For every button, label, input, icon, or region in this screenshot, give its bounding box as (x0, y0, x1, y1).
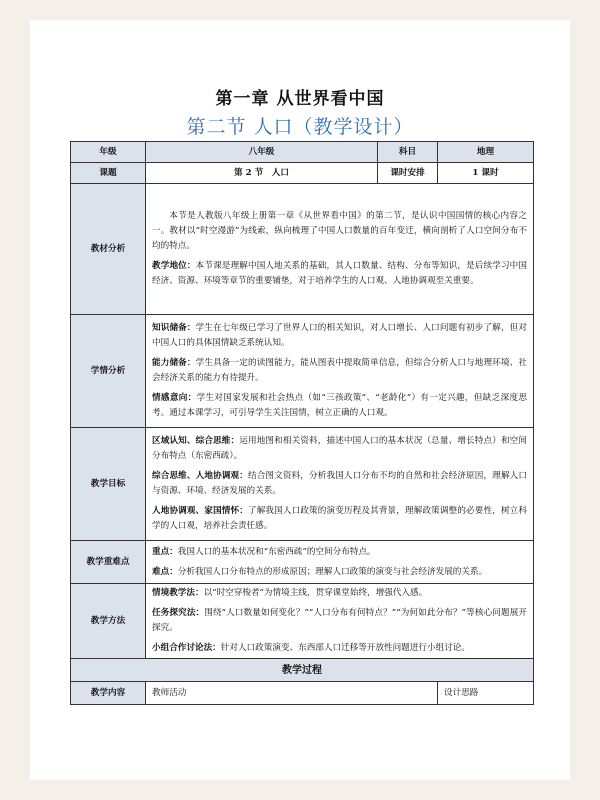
textbook-key: 教学地位： (152, 261, 196, 271)
goal-text: 运用地图和相关资料，描述中国人口的基本状况（总量、增长特点）和空间分布特点（东密西疏）。 (152, 436, 528, 461)
learner-analysis-content (146, 315, 534, 428)
key-points-content (146, 541, 534, 584)
subject-value: 地理 (438, 142, 534, 163)
method-key: 小组合作讨论法： (152, 643, 221, 653)
header-row-topic (71, 163, 534, 184)
teaching-goals-row (71, 428, 534, 541)
goal-text: 了解我国人口政策的演变历程及其背景，理解政策调整的必要性，树立科学的人口观，培养社会责任感。 (152, 506, 527, 531)
goal-text: 结合图文资料，分析我国人口分布不均的自然和社会经济原因，理解人口与资源、环境、经济发展的关系。 (152, 471, 527, 496)
teaching-methods-label: 教学方法 (71, 584, 146, 659)
subject-label: 科目 (378, 142, 438, 163)
hours-label: 课时安排 (378, 163, 438, 184)
teaching-goals-content (146, 428, 534, 541)
grade-label: 年级 (71, 142, 146, 163)
method-text: 以“时空穿梭者”为情境主线，贯穿课堂始终，增强代入感。 (203, 588, 428, 598)
learner-analysis-label: 学情分析 (71, 315, 146, 428)
hours-value: 1 课时 (438, 163, 534, 184)
textbook-analysis-content (146, 184, 534, 315)
header-row-grade (71, 142, 534, 163)
method-key: 任务探究法： (152, 608, 205, 618)
method-text: 围绕“人口数量如何变化？”“人口分布有何特点？”“为何如此分布？”等核心问题展开探究。 (152, 608, 527, 633)
learner-text: 学生对国家发展和社会热点（如“三孩政策”、“老龄化”）有一定兴趣，但缺乏深度思考。通过本课学习，可引导学生关注国情，树立正确的人口观。 (152, 393, 528, 418)
document-page (30, 20, 570, 780)
teaching-methods-row (71, 584, 534, 659)
section-subtitle: 第二节 人口（教学设计） (186, 116, 414, 138)
learner-text: 学生具备一定的读图能力，能从图表中提取简单信息，但综合分析人口与地理环境、社会经济关系的能力有待提升。 (152, 358, 527, 383)
goal-key: 综合思维、人地协调观： (152, 471, 248, 481)
learner-key: 知识储备： (152, 323, 196, 333)
key-point-key: 重点： (152, 546, 178, 557)
textbook-analysis-label: 教材分析 (71, 184, 146, 315)
topic-label: 课题 (71, 163, 146, 184)
chapter-title: 第一章 从世界看中国 (215, 89, 385, 109)
learner-text: 学生在七年级已学习了世界人口的相关知识，对人口增长、人口问题有初步了解，但对中国人口的具体国情缺乏系统认知。 (152, 323, 527, 348)
textbook-paragraph-2: 本节课是理解中国人地关系的基础，其人口数量、结构、分布等知识，是后续学习中国经济、资源、环境等章节的重要铺垫，对于培养学生的人口观、人地协调观至关重要。 (152, 261, 527, 286)
process-title-row (71, 659, 534, 682)
textbook-paragraph-1: 本节是人教版八年级上册第一章《从世界看中国》的第二节，是认识中国国情的核心内容之一。教材以“时空漫游”为线索，纵向梳理了中国人口数量的百年变迁，横向剖析了人口空间分布不均的特点。 (152, 211, 528, 251)
topic-value: 第 2 节 人口 (146, 163, 378, 184)
lesson-plan-table (70, 141, 534, 705)
goal-key: 人地协调观、家国情怀： (152, 506, 248, 516)
learner-key: 能力储备： (152, 358, 196, 368)
process-title: 教学过程 (71, 659, 534, 682)
key-point-text: 分析我国人口分布特点的形成原因；理解人口政策的演变与社会经济发展的关系。 (177, 566, 488, 577)
method-key: 情境教学法： (152, 588, 204, 598)
learner-analysis-row (71, 315, 534, 428)
learner-key: 情感意向： (152, 393, 197, 403)
key-points-row (71, 541, 534, 584)
design-idea-header: 设计思路 (438, 682, 534, 705)
goal-key: 区域认知、综合思维： (152, 436, 240, 446)
key-point-key: 难点： (152, 566, 178, 577)
key-points-label: 教学重难点 (71, 541, 146, 584)
textbook-analysis-row (71, 184, 534, 315)
teaching-methods-content (146, 584, 534, 659)
content-label: 教学内容 (71, 682, 146, 705)
grade-value: 八年级 (146, 142, 378, 163)
teacher-activity-header: 教师活动 (146, 682, 438, 705)
process-header-row (71, 682, 534, 705)
teaching-goals-label: 教学目标 (71, 428, 146, 541)
key-point-text: 我国人口的基本状况和“东密西疏”的空间分布特点。 (177, 546, 376, 557)
method-text: 针对人口政策演变、东西部人口迁移等开放性问题进行小组讨论。 (220, 643, 470, 653)
